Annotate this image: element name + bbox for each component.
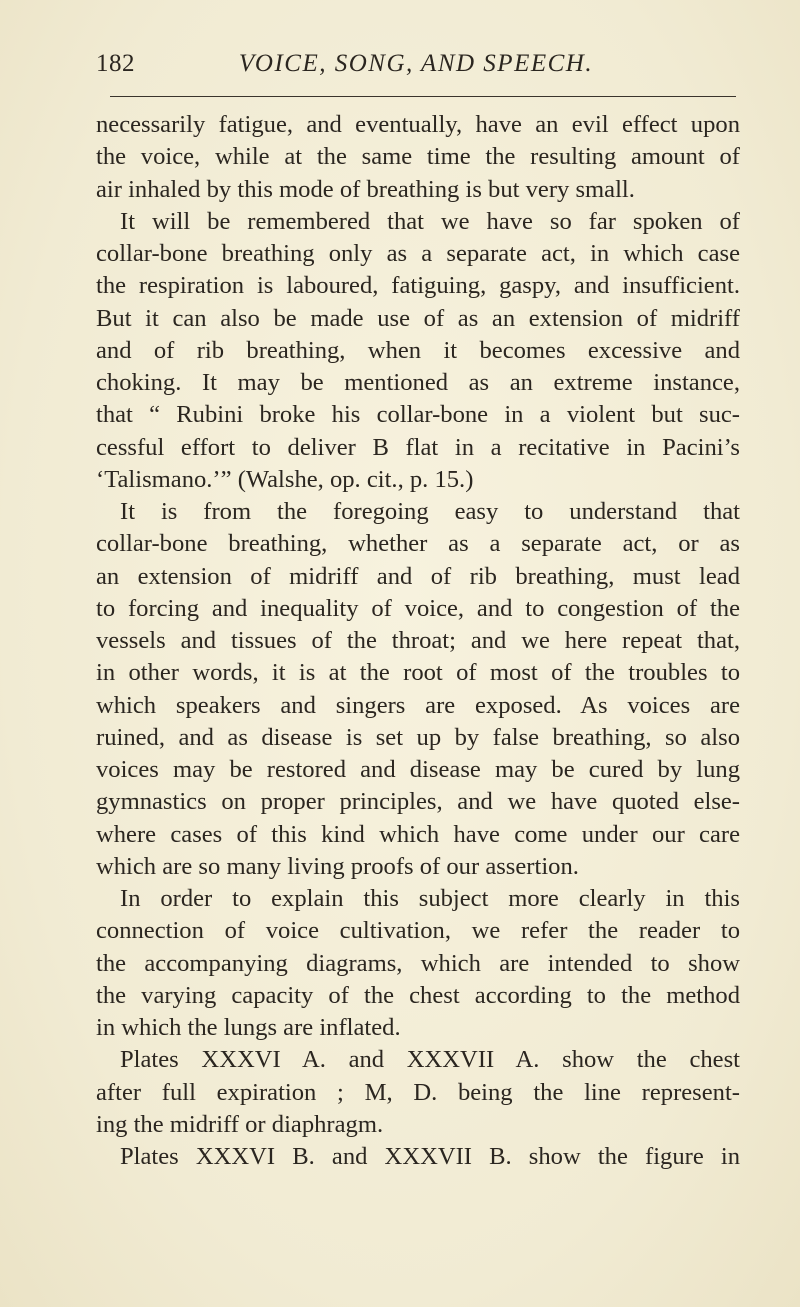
text-line: to forcing and inequality of voice, and to congestion of the <box>96 594 740 622</box>
text-line: the varying capacity of the chest according to the method <box>96 981 740 1009</box>
text-line: which are so many living proofs of our assertion. <box>96 852 579 880</box>
body-text <box>96 109 740 1173</box>
text-line: where cases of this kind which have come under our care <box>96 820 740 848</box>
text-line: collar-bone breathing only as a separate act, in which case <box>96 240 740 267</box>
text-line: Plates XXXVI A. and XXXVII A. show the chest <box>120 1046 740 1074</box>
text-line: choking. It may be mentioned as an extreme instance, <box>96 369 740 396</box>
text-line: But it can also be made use of as an extension of midriff <box>96 304 740 332</box>
running-title: VOICE, SONG, AND SPEECH. <box>238 50 594 77</box>
text-line: the respiration is laboured, fatiguing, gaspy, and insufficient. <box>96 272 740 300</box>
text-line: Plates XXXVI B. and XXXVII B. show the figure in <box>120 1143 740 1170</box>
text-line: connection of voice cultivation, we refer the reader to <box>96 917 740 945</box>
text-line: vessels and tissues of the throat; and we here repeat that, <box>96 627 740 654</box>
text-line: after full expiration ; M, D. being the line represent- <box>96 1078 740 1106</box>
text-line: that “ Rubini broke his collar-bone in a violent but suc- <box>96 401 740 429</box>
text-line: and of rib breathing, when it becomes excessive and <box>96 336 740 364</box>
text-line: the accompanying diagrams, which are intended to show <box>96 949 740 977</box>
text-line: It is from the foregoing easy to understand that <box>120 498 740 525</box>
text-line: cessful effort to deliver B flat in a recitative in Pacini’s <box>96 433 740 461</box>
text-line: in which the lungs are inflated. <box>96 1014 401 1041</box>
text-line: gymnastics on proper principles, and we have quoted else- <box>96 788 740 816</box>
page-header <box>96 50 736 90</box>
text-line: which speakers and singers are exposed. As voices are <box>96 691 740 719</box>
text-line: necessarily fatigue, and eventually, have an evil effect upon <box>96 111 740 138</box>
text-line: in other words, it is at the root of most of the troubles to <box>96 659 740 687</box>
header-rule <box>110 96 736 97</box>
text-line: ruined, and as disease is set up by false breathing, so also <box>96 723 740 751</box>
text-line: It will be remembered that we have so far spoken of <box>120 207 740 235</box>
text-line: the voice, while at the same time the resulting amount of <box>96 143 740 171</box>
text-line: collar-bone breathing, whether as a separate act, or as <box>96 530 740 558</box>
text-line: ing the midriff or diaphragm. <box>96 1110 384 1138</box>
text-line: In order to explain this subject more clearly in this <box>120 885 740 912</box>
text-line: air inhaled by this mode of breathing is but very small. <box>96 175 635 203</box>
text-line: voices may be restored and disease may be cured by lung <box>96 756 740 783</box>
text-line: an extension of midriff and of rib breathing, must lead <box>96 562 740 590</box>
page-number: 182 <box>96 50 135 77</box>
text-line: ‘Talismano.’” (Walshe, op. cit., p. 15.) <box>96 465 474 493</box>
